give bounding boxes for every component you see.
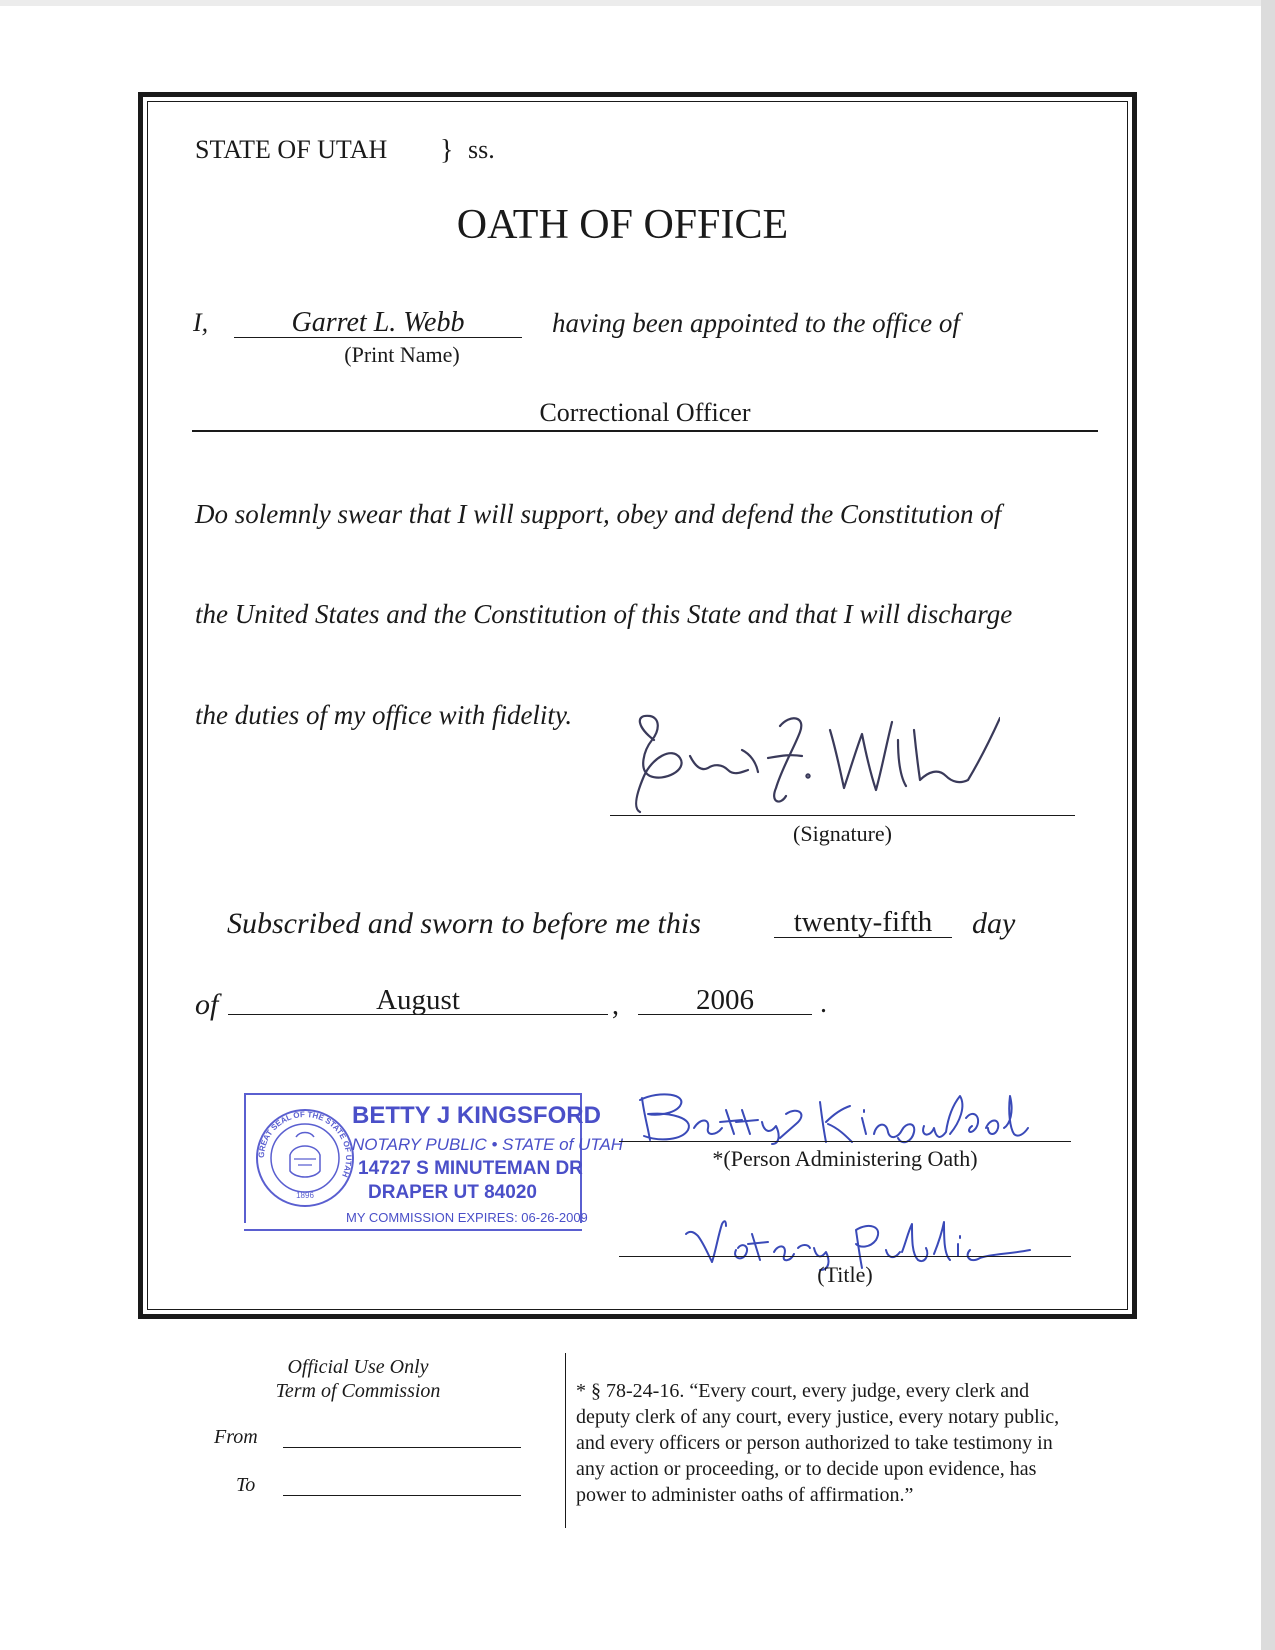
subscribed-text: Subscribed and sworn to before me this <box>227 907 701 940</box>
print-name-value: Garret L. Webb <box>291 307 465 338</box>
day-word: day <box>972 907 1016 940</box>
notary-address-1: 14727 S MINUTEMAN DR <box>358 1158 583 1179</box>
footnote-line-5: power to administer oaths of affirmation.” <box>576 1484 914 1506</box>
term-of-commission-heading: Term of Commission <box>275 1380 441 1402</box>
state-label: STATE OF UTAH <box>195 135 388 164</box>
page-title: OATH OF OFFICE <box>456 202 789 248</box>
oath-pronoun: I, <box>193 308 209 337</box>
comma: , <box>612 990 619 1021</box>
ss-label: ss. <box>468 135 495 164</box>
notary-title: NOTARY PUBLIC • STATE of UTAH <box>352 1135 624 1154</box>
signature-caption: (Signature) <box>793 821 892 846</box>
year-value: 2006 <box>696 984 754 1016</box>
scan-shadow-edge <box>1261 0 1275 1650</box>
oath-body-line-2: the United States and the Constitution of this State and that I will discharge <box>195 599 1013 629</box>
oath-body-line-1: Do solemnly swear that I will support, obey and defend the Constitution of <box>195 499 1002 529</box>
period: . <box>820 988 827 1019</box>
footnote-line-3: and every officers or person authorized to take testimony in <box>576 1432 1053 1454</box>
seal-text: GREAT SEAL OF THE STATE OF UTAH <box>256 1109 354 1179</box>
from-line <box>283 1447 521 1448</box>
office-value: Correctional Officer <box>539 398 751 427</box>
title-caption: (Title) <box>817 1262 873 1287</box>
venue-brace: } <box>440 135 454 166</box>
scan-shadow-top <box>0 0 1275 6</box>
month-line <box>228 1014 608 1015</box>
administrator-caption: *(Person Administering Oath) <box>712 1146 978 1171</box>
from-label: From <box>214 1426 258 1448</box>
day-value: twenty-fifth <box>793 906 933 938</box>
seal-year: 1896 <box>296 1191 314 1200</box>
day-line <box>774 937 952 938</box>
notary-stamp <box>244 1093 624 1241</box>
of-word: of <box>195 988 219 1021</box>
print-name-caption: (Print Name) <box>344 342 460 367</box>
notary-name: BETTY J KINGSFORD <box>352 1102 601 1129</box>
oath-taker-signature <box>630 710 1000 820</box>
footnote-line-2: deputy clerk of any court, every justice, every notary public, <box>576 1406 1060 1428</box>
official-use-heading: Official Use Only <box>287 1356 429 1378</box>
oath-body-line-3: the duties of my office with fidelity. <box>195 700 573 730</box>
appointed-text: having been appointed to the office of <box>552 308 960 338</box>
title-line <box>619 1256 1071 1257</box>
administrator-line <box>619 1141 1071 1142</box>
commission-expires: MY COMMISSION EXPIRES: 06-26-2009 <box>346 1210 588 1225</box>
footer-divider <box>565 1353 566 1528</box>
footnote-line-4: any action or proceeding, or to decide upon evidence, has <box>576 1458 1037 1480</box>
year-line <box>638 1014 812 1015</box>
svg-text:GREAT SEAL OF THE STATE OF UTA <box>257 1110 353 1179</box>
footnote-line-1: * § 78-24-16. “Every court, every judge, every clerk and <box>576 1380 1030 1402</box>
notary-address-2: DRAPER UT 84020 <box>368 1182 537 1203</box>
to-line <box>283 1495 521 1496</box>
stamp-border-bottom <box>244 1229 582 1231</box>
month-value: August <box>376 984 460 1016</box>
to-label: To <box>236 1474 256 1496</box>
administrator-signature <box>630 1088 1050 1148</box>
print-name-line <box>234 337 522 338</box>
signature-line <box>610 815 1075 816</box>
state-seal-icon <box>254 1107 356 1209</box>
office-line <box>192 430 1098 432</box>
